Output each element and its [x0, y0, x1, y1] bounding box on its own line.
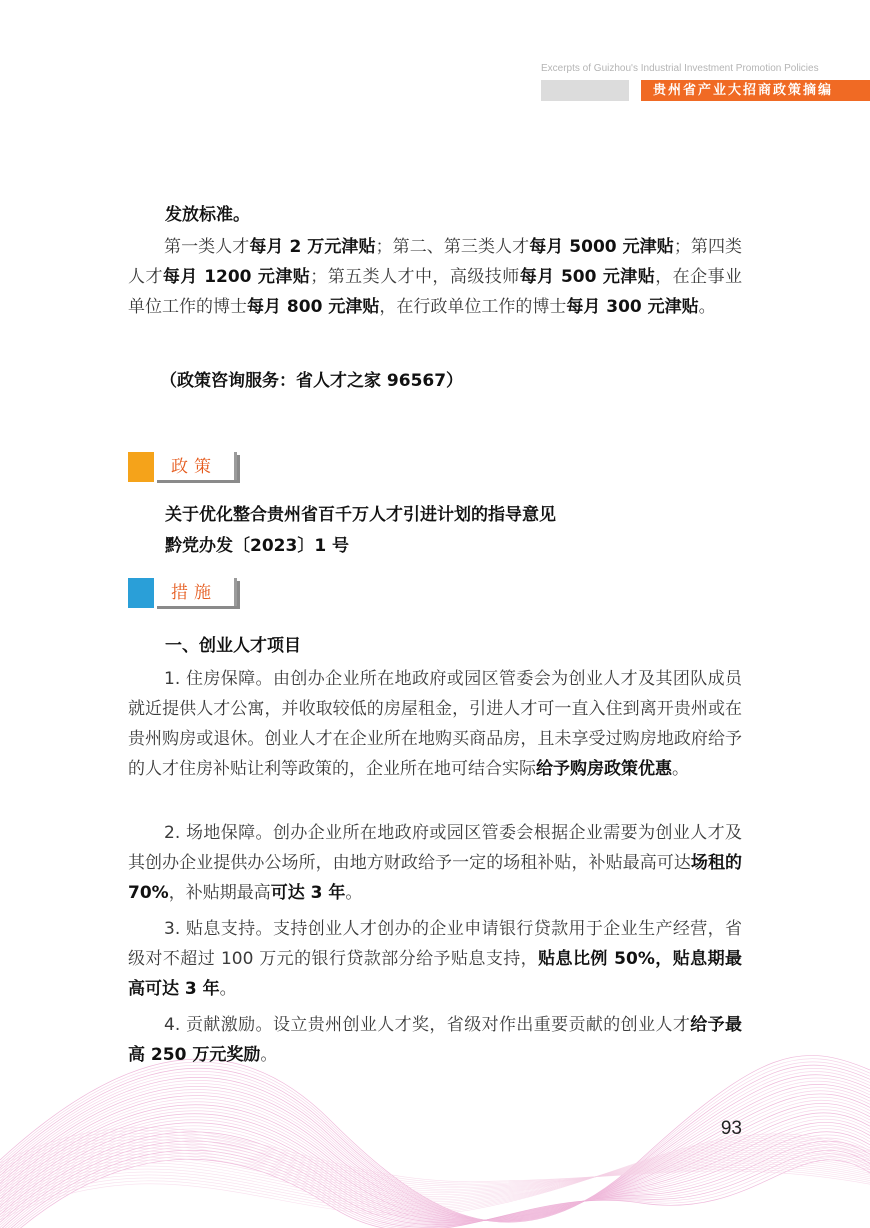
policy-tag: [128, 452, 238, 484]
header-grey-block: [541, 80, 629, 101]
header-chinese-title: 贵州省产业大招商政策摘编: [641, 80, 870, 101]
policy-title: 关于优化整合贵州省百千万人才引进计划的指导意见: [165, 505, 556, 525]
policy-tag-bar: [128, 452, 154, 482]
measure-item-interest: 3. 贴息支持。支持创业人才创办的企业申请银行贷款用于企业生产经营，省级对不超过 100 万元的银行贷款部分给予贴息支持，贴息比例 50%，贴息期最高可达 3 年。: [128, 919, 742, 999]
page-number: 93: [720, 1118, 742, 1139]
measure-item-award: 4. 贡献激励。设立贵州创业人才奖，省级对作出重要贡献的创业人才给予最高 250 万元奖励。: [128, 1015, 743, 1065]
measures-tag-label: 措施: [171, 583, 217, 603]
measures-tag: [128, 578, 238, 610]
policy-tag-label: 政策: [171, 457, 217, 477]
measures-tag-bar: [128, 578, 154, 608]
policy-doc-number: 黔党办发〔2023〕1 号: [165, 536, 350, 556]
lead-line: 发放标准。: [165, 205, 250, 225]
measure-item-venue: 2. 场地保障。创办企业所在地政府或园区管委会根据企业需要为创业人才及其创办企业提供办公场所，由地方财政给予一定的场租补贴，补贴最高可达场租的 70%，补贴期最高可达 3 年。: [128, 823, 743, 903]
stipend-paragraph: 第一类人才每月 2 万元津贴；第二、第三类人才每月 5000 元津贴；第四类人才每月 1200 元津贴；第五类人才中，高级技师每月 500 元津贴，在企事业单位工作的博士每月 800 元津贴，在行政单位工作的博士每月 300 元津贴。: [128, 237, 743, 317]
measures-heading: 一、创业人才项目: [165, 636, 301, 656]
header-english-title: Excerpts of Guizhou's Industrial Investment Promotion Policies: [541, 63, 819, 74]
consult-line: （政策咨询服务：省人才之家 96567）: [160, 371, 464, 391]
measure-item-housing: 1. 住房保障。由创办企业所在地政府或园区管委会为创业人才及其团队成员就近提供人才公寓，并收取较低的房屋租金，引进人才可一直入住到离开贵州或在贵州购房或退休。创业人才在企业所在地购买商品房，且未享受过购房地政府给予的人才住房补贴让利等政策的，企业所在地可结合实际给予购房政策优惠。: [128, 669, 742, 779]
